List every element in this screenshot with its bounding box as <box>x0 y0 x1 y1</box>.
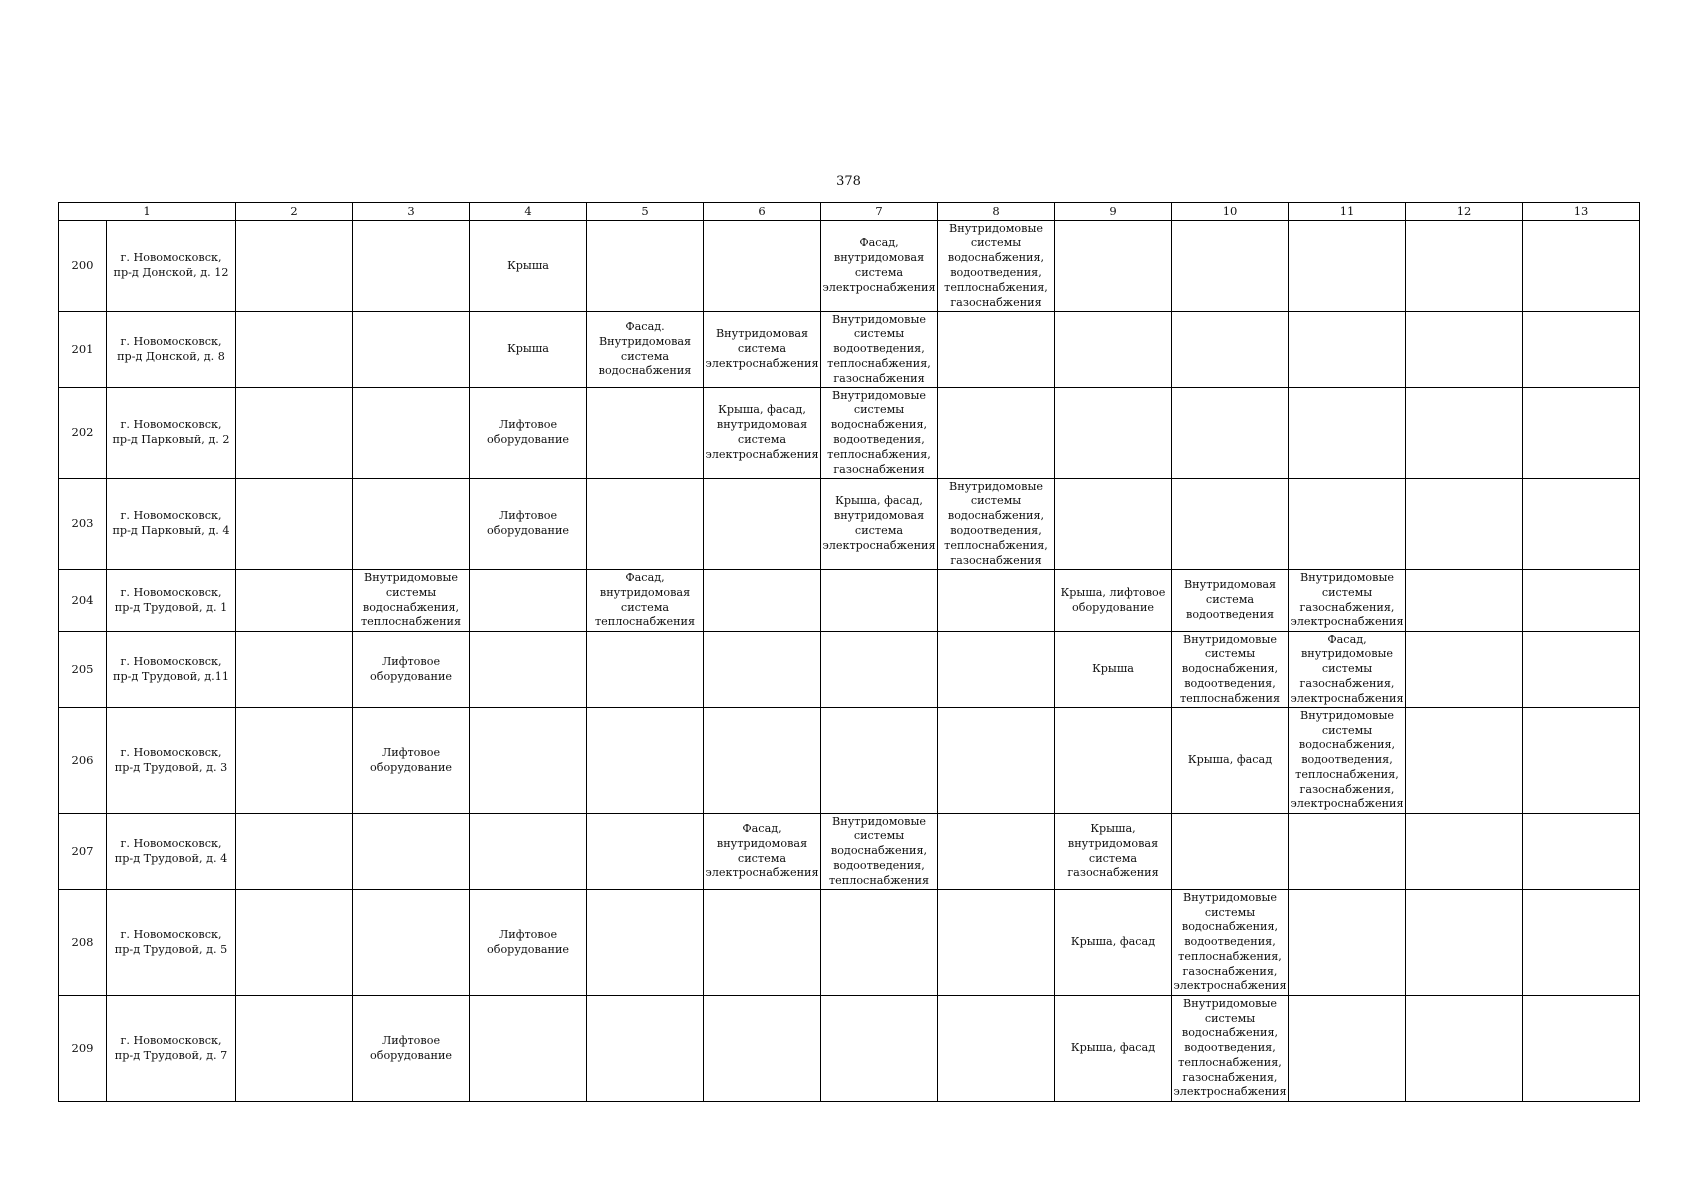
work-type-text: Внутридомовые системы газоснабжения, электроснабжения <box>1290 570 1404 629</box>
work-type-text: Крыша, лифтовое оборудование <box>1060 585 1166 614</box>
work-type-text: Крыша, фасад <box>1187 753 1273 767</box>
address-cell <box>107 570 236 632</box>
address-text: г. Новомосковск, пр-д Парковый, д. 2 <box>112 418 230 446</box>
work-type-cell <box>1406 388 1523 479</box>
work-type-cell <box>236 312 353 388</box>
work-type-cell <box>938 890 1055 996</box>
work-type-cell <box>821 996 938 1102</box>
table-row <box>59 708 1640 814</box>
work-type-cell <box>938 814 1055 890</box>
work-type-cell <box>587 814 704 890</box>
address-text: г. Новомосковск, пр-д Донской, д. 8 <box>117 334 225 363</box>
work-type-cell <box>1172 388 1289 479</box>
row-number: 203 <box>59 479 107 570</box>
work-type-cell <box>1289 890 1406 996</box>
work-type-cell <box>1523 632 1640 708</box>
work-type-cell <box>1289 221 1406 312</box>
table-row <box>59 479 1640 570</box>
work-type-text: Крыша <box>507 342 549 356</box>
work-type-text: Внутридомовые системы водоснабжения, водоотведения, теплоснабжения, газоснабжения, электроснабжения <box>1173 996 1287 1099</box>
column-header: 1 <box>59 203 236 221</box>
column-header: 3 <box>353 203 470 221</box>
work-type-cell <box>1172 996 1289 1102</box>
work-type-text: Внутридомовые системы водоснабжения, теплоснабжения <box>360 570 462 629</box>
work-type-cell <box>353 890 470 996</box>
work-type-text: Внутридомовые системы водоснабжения, водоотведения, теплоснабжения, газоснабжения <box>827 388 931 476</box>
work-type-cell <box>704 632 821 708</box>
work-type-cell <box>587 996 704 1102</box>
work-type-cell <box>1523 996 1640 1102</box>
row-number: 201 <box>59 312 107 388</box>
work-type-cell <box>1289 479 1406 570</box>
row-number: 202 <box>59 388 107 479</box>
work-type-cell <box>704 570 821 632</box>
work-type-cell <box>1055 890 1172 996</box>
row-number: 207 <box>59 814 107 890</box>
work-type-cell <box>1172 708 1289 814</box>
work-type-text: Внутридомовая система водоотведения <box>1183 578 1277 621</box>
work-type-cell <box>470 388 587 479</box>
capital-repair-table <box>58 202 1640 1102</box>
work-type-cell <box>1289 388 1406 479</box>
work-type-cell <box>353 632 470 708</box>
column-header: 10 <box>1172 203 1289 221</box>
work-type-cell <box>1055 388 1172 479</box>
work-type-text: Фасад, внутридомовая система электроснабжения <box>705 821 819 880</box>
address-cell <box>107 708 236 814</box>
work-type-cell <box>353 388 470 479</box>
work-type-cell <box>353 708 470 814</box>
work-type-text: Фасад, внутридомовые системы газоснабжения, электроснабжения <box>1290 632 1404 705</box>
work-type-cell <box>1523 890 1640 996</box>
column-header: 13 <box>1523 203 1640 221</box>
work-type-text: Лифтовое оборудование <box>486 509 570 537</box>
work-type-text: Крыша, фасад, внутридомовая система электроснабжения <box>705 403 819 461</box>
row-number: 209 <box>59 996 107 1102</box>
work-type-cell <box>1055 708 1172 814</box>
work-type-text: Внутридомовые системы водоснабжения, водоотведения, теплоснабжения, газоснабжения <box>944 221 1048 309</box>
work-type-cell <box>470 814 587 890</box>
work-type-cell <box>1055 996 1172 1102</box>
work-type-cell <box>470 890 587 996</box>
work-type-cell <box>821 388 938 479</box>
address-cell <box>107 632 236 708</box>
table-row <box>59 996 1640 1102</box>
address-text: г. Новомосковск, пр-д Трудовой, д. 1 <box>114 585 228 614</box>
work-type-cell <box>353 996 470 1102</box>
row-number: 204 <box>59 570 107 632</box>
work-type-cell <box>1523 221 1640 312</box>
address-text: г. Новомосковск, пр-д Трудовой, д. 5 <box>114 927 228 956</box>
work-type-text: Внутридомовые системы водоснабжения, водоотведения, теплоснабжения <box>1179 632 1281 705</box>
work-type-text: Внутридомовые системы водоотведения, теплоснабжения, газоснабжения <box>827 312 931 385</box>
work-type-cell <box>236 996 353 1102</box>
work-type-cell <box>704 221 821 312</box>
work-type-cell <box>1406 312 1523 388</box>
work-type-cell <box>938 221 1055 312</box>
work-type-cell <box>1055 221 1172 312</box>
address-text: г. Новомосковск, пр-д Парковый, д. 4 <box>112 509 230 537</box>
table-row <box>59 312 1640 388</box>
work-type-cell <box>1523 388 1640 479</box>
work-type-cell <box>821 890 938 996</box>
work-type-cell <box>704 814 821 890</box>
work-type-cell <box>1406 221 1523 312</box>
address-cell <box>107 312 236 388</box>
work-type-cell <box>1523 814 1640 890</box>
work-type-cell <box>1172 570 1289 632</box>
work-type-cell <box>236 708 353 814</box>
work-type-cell <box>704 708 821 814</box>
work-type-cell <box>353 312 470 388</box>
work-type-cell <box>704 388 821 479</box>
work-type-cell <box>587 890 704 996</box>
work-type-text: Крыша, фасад <box>1070 935 1156 949</box>
work-type-cell <box>704 890 821 996</box>
column-header: 4 <box>470 203 587 221</box>
address-text: г. Новомосковск, пр-д Трудовой, д. 3 <box>114 745 228 774</box>
address-text: г. Новомосковск, пр-д Донской, д. 12 <box>113 251 229 279</box>
work-type-cell <box>470 708 587 814</box>
work-type-cell <box>821 632 938 708</box>
work-type-cell <box>938 479 1055 570</box>
column-header: 12 <box>1406 203 1523 221</box>
table-row <box>59 814 1640 890</box>
work-type-cell <box>1172 814 1289 890</box>
address-cell <box>107 814 236 890</box>
work-type-cell <box>1523 708 1640 814</box>
work-type-cell <box>470 479 587 570</box>
row-number: 206 <box>59 708 107 814</box>
work-type-cell <box>470 570 587 632</box>
work-type-cell <box>1172 221 1289 312</box>
column-header: 2 <box>236 203 353 221</box>
work-type-cell <box>1406 814 1523 890</box>
column-header: 9 <box>1055 203 1172 221</box>
work-type-text: Лифтовое оборудование <box>369 1033 453 1062</box>
work-type-cell <box>587 221 704 312</box>
work-type-cell <box>236 479 353 570</box>
row-number: 200 <box>59 221 107 312</box>
row-number: 205 <box>59 632 107 708</box>
work-type-cell <box>938 388 1055 479</box>
work-type-cell <box>1406 570 1523 632</box>
work-type-text: Фасад, внутридомовая система электроснабжения <box>822 236 936 294</box>
column-header: 8 <box>938 203 1055 221</box>
work-type-cell <box>1523 312 1640 388</box>
work-type-cell <box>1406 708 1523 814</box>
work-type-cell <box>938 632 1055 708</box>
page-number: 378 <box>836 174 861 189</box>
work-type-cell <box>821 312 938 388</box>
work-type-cell <box>938 708 1055 814</box>
work-type-cell <box>353 814 470 890</box>
column-header: 11 <box>1289 203 1406 221</box>
work-type-cell <box>1172 632 1289 708</box>
work-type-cell <box>587 708 704 814</box>
work-type-cell <box>821 221 938 312</box>
work-type-cell <box>353 221 470 312</box>
table-row <box>59 388 1640 479</box>
work-type-cell <box>821 814 938 890</box>
work-type-cell <box>1406 479 1523 570</box>
column-header: 5 <box>587 203 704 221</box>
table-row <box>59 890 1640 996</box>
work-type-cell <box>1406 632 1523 708</box>
work-type-text: Внутридомовые системы водоснабжения, водоотведения, теплоснабжения, газоснабжения <box>944 479 1048 567</box>
work-type-cell <box>1055 570 1172 632</box>
work-type-cell <box>587 312 704 388</box>
work-type-cell <box>236 890 353 996</box>
work-type-cell <box>587 632 704 708</box>
address-cell <box>107 996 236 1102</box>
work-type-cell <box>236 632 353 708</box>
work-type-cell <box>1055 632 1172 708</box>
work-type-cell <box>938 312 1055 388</box>
work-type-text: Лифтовое оборудование <box>369 745 453 774</box>
work-type-text: Внутридомовая система электроснабжения <box>705 327 819 370</box>
work-type-cell <box>821 708 938 814</box>
address-text: г. Новомосковск, пр-д Трудовой, д. 7 <box>114 1033 228 1062</box>
work-type-cell <box>1055 479 1172 570</box>
work-type-cell <box>470 312 587 388</box>
row-number: 208 <box>59 890 107 996</box>
address-cell <box>107 890 236 996</box>
work-type-cell <box>1406 890 1523 996</box>
work-type-cell <box>587 479 704 570</box>
address-text: г. Новомосковск, пр-д Трудовой, д. 4 <box>114 836 228 865</box>
work-type-cell <box>938 570 1055 632</box>
work-type-cell <box>470 221 587 312</box>
work-type-text: Фасад. Внутридомовая система водоснабжения <box>598 319 692 378</box>
work-type-cell <box>1055 312 1172 388</box>
work-type-cell <box>1289 570 1406 632</box>
work-type-text: Крыша, фасад, внутридомовая система электроснабжения <box>822 494 936 552</box>
work-type-cell <box>1055 814 1172 890</box>
work-type-cell <box>236 570 353 632</box>
work-type-cell <box>821 479 938 570</box>
work-type-cell <box>353 570 470 632</box>
address-cell <box>107 221 236 312</box>
work-type-cell <box>704 996 821 1102</box>
column-number-header-row <box>59 203 1640 221</box>
column-header: 6 <box>704 203 821 221</box>
work-type-cell <box>821 570 938 632</box>
table-row <box>59 632 1640 708</box>
address-text: г. Новомосковск, пр-д Трудовой, д.11 <box>113 654 229 683</box>
work-type-cell <box>236 221 353 312</box>
work-type-cell <box>1172 312 1289 388</box>
work-type-cell <box>704 312 821 388</box>
work-type-text: Крыша, фасад <box>1070 1041 1156 1055</box>
table-row <box>59 221 1640 312</box>
work-type-cell <box>353 479 470 570</box>
work-type-cell <box>1523 570 1640 632</box>
work-type-cell <box>1289 312 1406 388</box>
work-type-cell <box>587 388 704 479</box>
work-type-cell <box>1172 890 1289 996</box>
column-header: 7 <box>821 203 938 221</box>
work-type-cell <box>236 814 353 890</box>
work-type-text: Фасад, внутридомовая система теплоснабжения <box>594 570 696 629</box>
work-type-cell <box>1289 996 1406 1102</box>
work-type-text: Внутридомовые системы водоснабжения, водоотведения, теплоснабжения, газоснабжения, электроснабжения <box>1290 708 1404 811</box>
work-type-cell <box>1172 479 1289 570</box>
work-type-cell <box>1289 814 1406 890</box>
work-type-cell <box>938 996 1055 1102</box>
work-type-cell <box>587 570 704 632</box>
work-type-text: Крыша <box>507 258 549 272</box>
work-type-cell <box>1289 708 1406 814</box>
work-type-text: Внутридомовые системы водоснабжения, водоотведения, теплоснабжения <box>828 814 930 887</box>
work-type-cell <box>1406 996 1523 1102</box>
work-type-cell <box>1523 479 1640 570</box>
work-type-cell <box>236 388 353 479</box>
work-type-cell <box>704 479 821 570</box>
work-type-text: Лифтовое оборудование <box>369 654 453 683</box>
work-type-text: Крыша <box>1092 662 1134 676</box>
work-type-text: Лифтовое оборудование <box>486 418 570 446</box>
work-type-text: Внутридомовые системы водоснабжения, водоотведения, теплоснабжения, газоснабжения, электроснабжения <box>1173 890 1287 993</box>
address-cell <box>107 479 236 570</box>
table-row <box>59 570 1640 632</box>
work-type-cell <box>470 996 587 1102</box>
work-type-cell <box>470 632 587 708</box>
table-body <box>59 221 1640 1102</box>
work-type-cell <box>1289 632 1406 708</box>
work-type-text: Лифтовое оборудование <box>486 927 570 956</box>
work-type-text: Крыша, внутридомовая система газоснабжения <box>1067 821 1159 880</box>
address-cell <box>107 388 236 479</box>
